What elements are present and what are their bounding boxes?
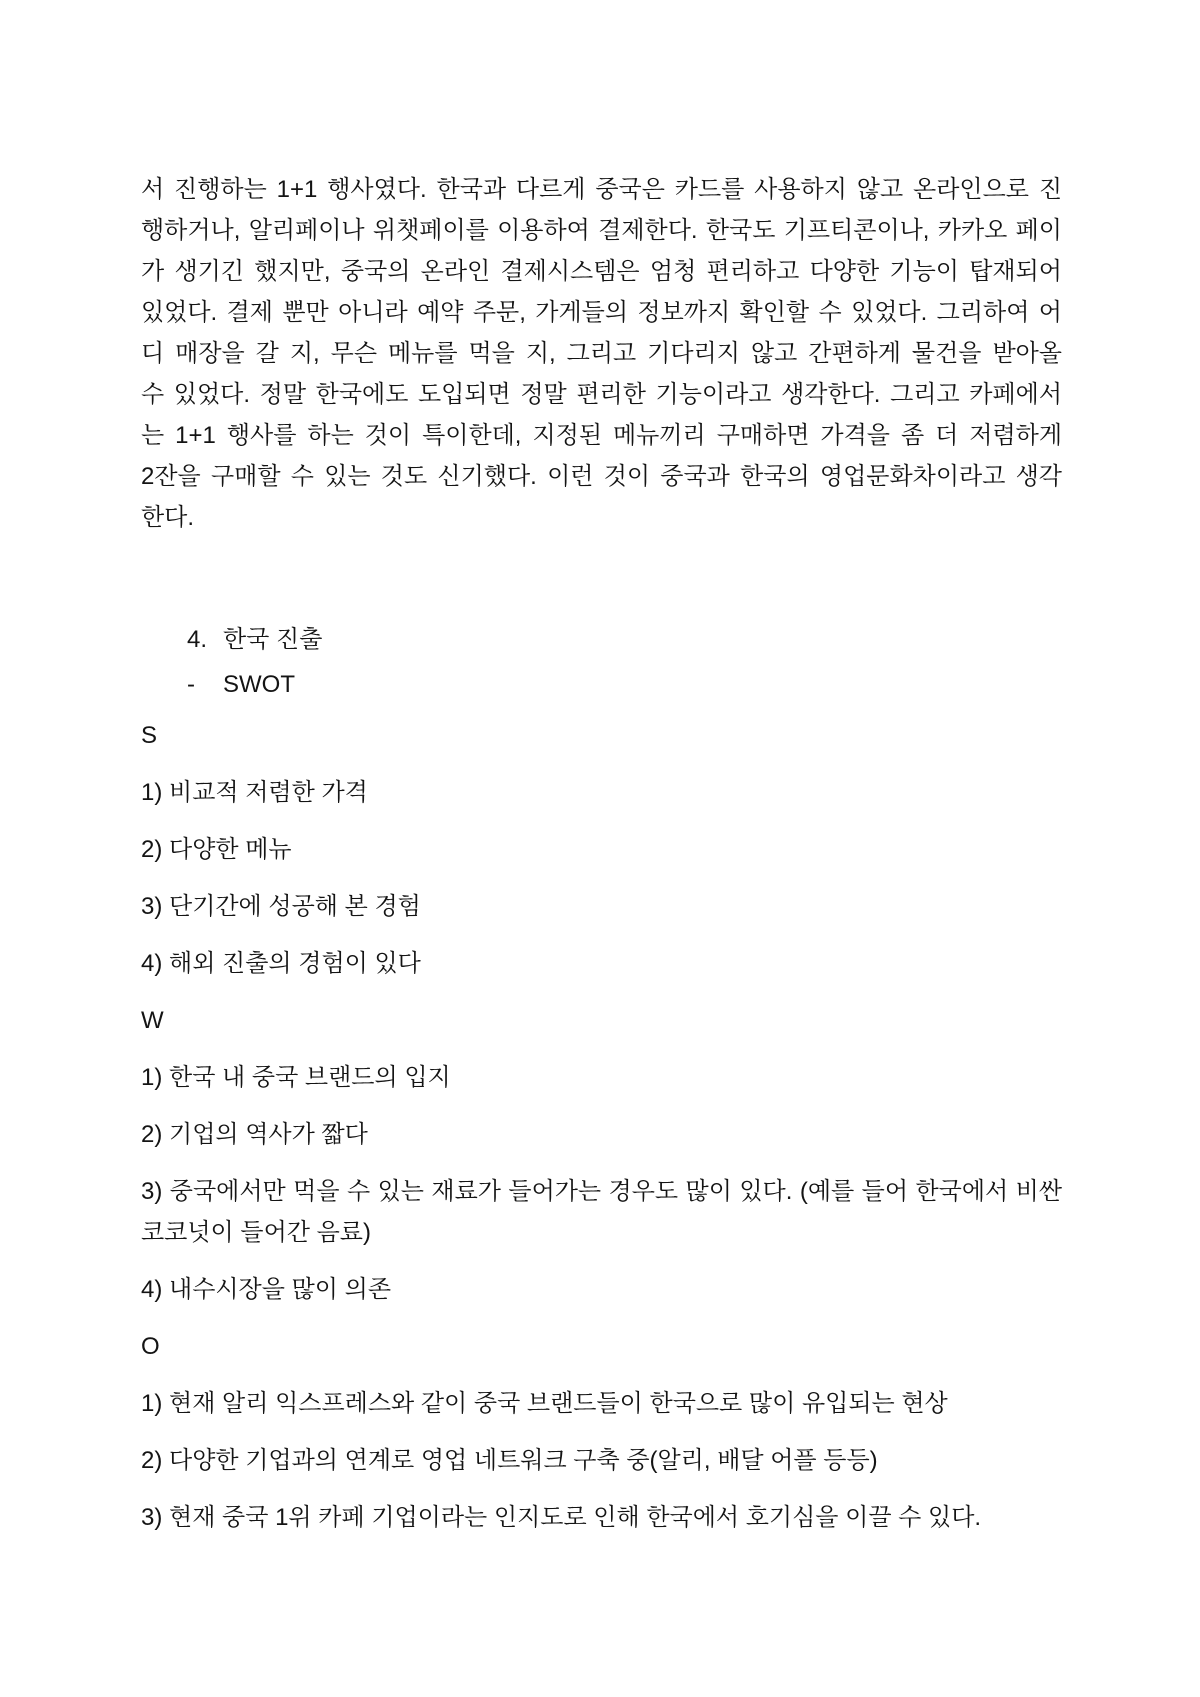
swot-s-item: 3) 단기간에 성공해 본 경험	[141, 893, 421, 920]
swot-o-item: 1) 현재 알리 익스프레스와 같이 중국 브랜드들이 한국으로 많이 유입되는 현상	[141, 1390, 948, 1417]
swot-w-item: 1) 한국 내 중국 브랜드의 입지	[141, 1064, 451, 1091]
section-number: 4.	[187, 626, 208, 653]
swot-w-item: 2) 기업의 역사가 짧다	[141, 1121, 368, 1148]
swot-subheading	[141, 664, 1062, 705]
swot-o-item: 3) 현재 중국 1위 카페 기업이라는 인지도로 인해 한국에서 호기심을 이끌 수 있다.	[141, 1504, 982, 1531]
swot-subtitle: SWOT	[223, 671, 295, 698]
body-paragraph	[141, 169, 1062, 538]
swot-o-item: 2) 다양한 기업과의 연계로 영업 네트워크 구축 중(알리, 배달 어플 등등)	[141, 1447, 878, 1474]
swot-w-item: 4) 내수시장을 많이 의존	[141, 1276, 391, 1303]
swot-s-item: 1) 비교적 저렴한 가격	[141, 779, 368, 806]
paragraph-line: 2잔을 구매할 수 있는 것도 신기했다. 이런 것이 중국과 한국의 영업문화차이라고 생각	[141, 463, 1062, 490]
swot-label-o: O	[141, 1333, 160, 1360]
swot-label-w: W	[141, 1007, 164, 1034]
paragraph-line: 한다.	[141, 504, 195, 531]
paragraph-line: 서 진행하는 1+1 행사였다. 한국과 다르게 중국은 카드를 사용하지 않고 온라인으로 진	[141, 176, 1062, 203]
dash-bullet: -	[187, 671, 195, 698]
paragraph-line: 있었다. 결제 뿐만 아니라 예약 주문, 가게들의 정보까지 확인할 수 있었다. 그리하여 어	[141, 299, 1062, 326]
swot-analysis	[141, 715, 1062, 1538]
paragraph-line: 가 생기긴 했지만, 중국의 온라인 결제시스템은 엄청 편리하고 다양한 기능이 탑재되어	[141, 258, 1062, 285]
paragraph-line: 디 매장을 갈 지, 무슨 메뉴를 먹을 지, 그리고 기다리지 않고 간편하게 물건을 받아올	[141, 340, 1062, 367]
paragraph-line: 는 1+1 행사를 하는 것이 특이한데, 지정된 메뉴끼리 구매하면 가격을 좀 더 저렴하게	[141, 422, 1062, 449]
paragraph-line: 수 있었다. 정말 한국에도 도입되면 정말 편리한 기능이라고 생각한다. 그리고 카페에서	[141, 381, 1062, 408]
paragraph-line: 행하거나, 알리페이나 위챗페이를 이용하여 결제한다. 한국도 기프티콘이나, 카카오 페이	[141, 217, 1062, 244]
swot-s-item: 4) 해외 진출의 경험이 있다	[141, 950, 421, 977]
section-title: 한국 진출	[223, 626, 323, 653]
swot-label-s: S	[141, 722, 158, 749]
swot-s-item: 2) 다양한 메뉴	[141, 836, 292, 863]
document-content	[141, 0, 1062, 1554]
section-heading	[141, 619, 1062, 660]
swot-w-item: 3) 중국에서만 먹을 수 있는 재료가 들어가는 경우도 많이 있다. (예를 들어 한국에서 비싼 코코넛이 들어간 음료)	[141, 1178, 1062, 1246]
